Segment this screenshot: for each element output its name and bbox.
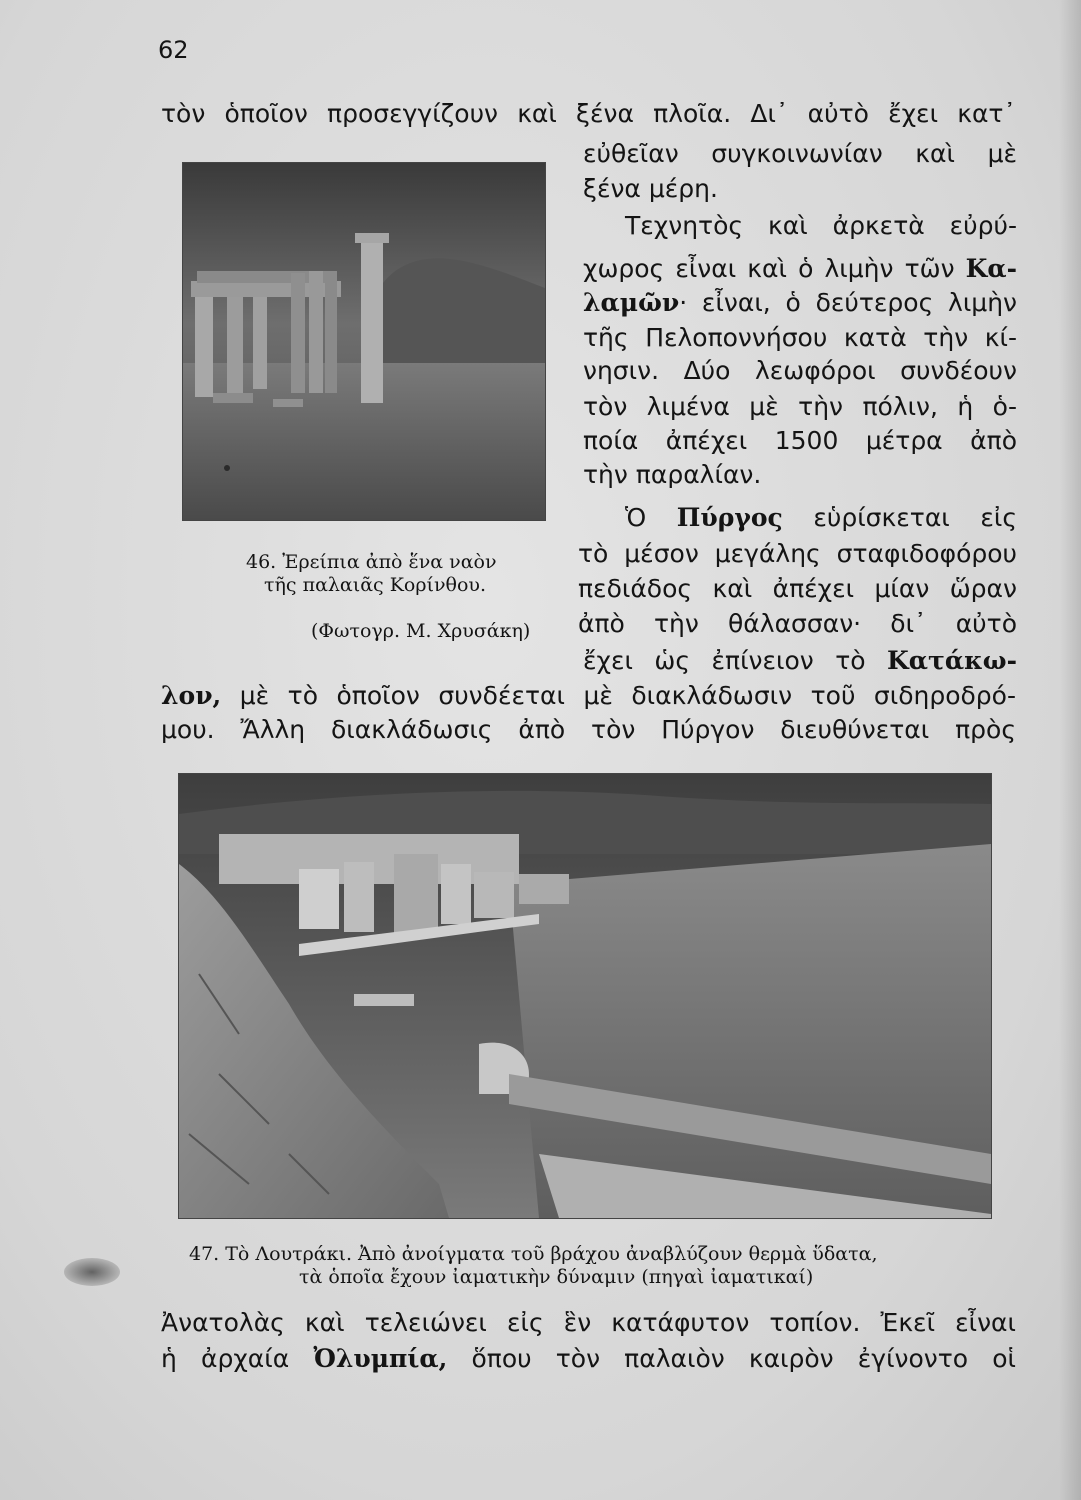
- text-line: ἡ ἀρχαία Ὀλυμπία, ὅπου τὸν παλαιὸν καιρὸν ἐγίνοντο οἱ: [161, 1344, 1016, 1373]
- text-line: λον, μὲ τὸ ὁποῖον συνδέεται μὲ διακλάδωσιν τοῦ σιδηροδρό-: [161, 681, 1016, 710]
- text-line: λαμῶν· εἶναι, ὁ δεύτερος λιμὴν: [583, 288, 1017, 317]
- page-binding-shadow: [1059, 0, 1081, 1500]
- text-line: Τεχνητὸς καὶ ἀρκετὰ εὐρύ-: [625, 211, 1017, 240]
- text-line: τὴν παραλίαν.: [583, 460, 762, 489]
- figure-46-caption-line2: τῆς παλαιᾶς Κορίνθου.: [264, 574, 486, 596]
- text-line: Ἀνατολὰς καὶ τελειώνει εἰς ἓν κατάφυτον τοπίον. Ἐκεῖ εἶναι: [161, 1308, 1016, 1337]
- text-line: νησιν. Δύο λεωφόροι συνδέουν: [583, 356, 1017, 385]
- photo-loutraki-coast: [178, 773, 992, 1219]
- text-line: ἔχει ὡς ἐπίνειον τὸ Κατάκω-: [583, 646, 1017, 675]
- text-line: τὸν ὁποῖον προσεγγίζουν καὶ ξένα πλοῖα. Δι᾽ αὐτὸ ἔχει κατ᾽: [161, 99, 1016, 128]
- photo-temple-ruins-corinth: [182, 162, 546, 521]
- loutraki-coast-image: [179, 774, 991, 1218]
- temple-ruins-image: [183, 163, 545, 520]
- text-line: Ὁ Πύργος εὑρίσκεται εἰς: [625, 503, 1017, 532]
- text-line: εὐθεῖαν συγκοινωνίαν καὶ μὲ: [583, 139, 1017, 168]
- figure-47-caption-line2: τὰ ὁποῖα ἔχουν ἰαματικὴν δύναμιν (πηγαὶ ἰαματικαί): [299, 1266, 814, 1288]
- text-line: ξένα μέρη.: [583, 174, 718, 203]
- text-line: χωρος εἶναι καὶ ὁ λιμὴν τῶν Κα-: [583, 254, 1017, 283]
- text-line: ἀπὸ τὴν θάλασσαν· δι᾽ αὐτὸ: [578, 609, 1017, 638]
- figure-46-credit: (Φωτογρ. Μ. Χρυσάκη): [311, 620, 531, 642]
- figure-47-caption-line1: 47. Τὸ Λουτράκι. Ἀπὸ ἀνοίγματα τοῦ βράχου ἀναβλύζουν θερμὰ ὕδατα,: [189, 1243, 878, 1265]
- text-line: τὸ μέσον μεγάλης σταφιδοφόρου: [578, 539, 1017, 568]
- text-line: πεδιάδος καὶ ἀπέχει μίαν ὥραν: [578, 574, 1017, 603]
- text-line: ποία ἀπέχει 1500 μέτρα ἀπὸ: [583, 426, 1017, 455]
- page-number: 62: [158, 36, 189, 64]
- text-line: μου. Ἄλλη διακλάδωσις ἀπὸ τὸν Πύργον διευθύνεται πρὸς: [161, 715, 1016, 744]
- figure-46-caption-line1: 46. Ἐρείπια ἀπὸ ἕνα ναὸν: [246, 551, 497, 573]
- text-line: τῆς Πελοποννήσου κατὰ τὴν κί-: [583, 323, 1017, 352]
- ink-smudge: [64, 1258, 120, 1286]
- text-line: τὸν λιμένα μὲ τὴν πόλιν, ἡ ὁ-: [583, 392, 1017, 421]
